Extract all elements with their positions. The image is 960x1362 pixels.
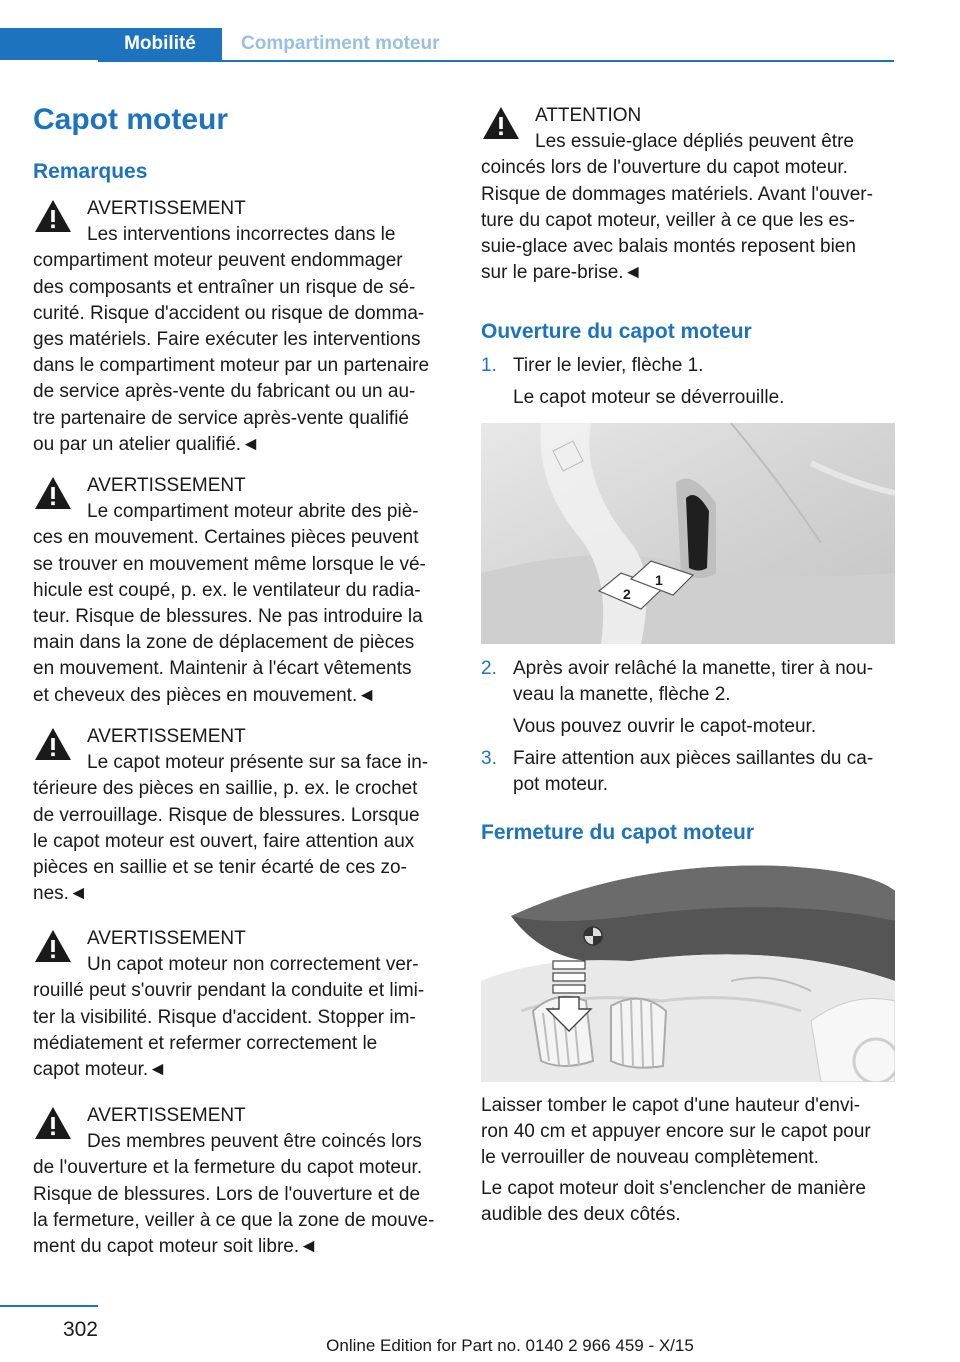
step-text: pot moteur.	[513, 774, 609, 796]
warning-text-line: ou par un atelier qualifié.◄	[33, 433, 260, 455]
warning-text-line: térieure des pièces en saillie, p. ex. le crochet	[33, 778, 418, 800]
step-text: Après avoir relâché la manette, tirer à nou‐	[513, 658, 874, 679]
figure-hood-closing	[481, 861, 895, 1082]
warning-text-line: ment du capot moteur soit libre.◄	[33, 1236, 318, 1258]
warning-text-line: capot moteur.◄	[33, 1059, 167, 1081]
step-result: Le capot moteur se déverrouille.	[513, 387, 785, 409]
warning-icon	[33, 1105, 73, 1141]
attention-text-line: ture du capot moteur, veiller à ce que les es‐	[481, 209, 855, 231]
warning-label: AVERTISSEMENT	[87, 1105, 246, 1126]
header-left-bar	[0, 28, 98, 60]
warning-text-line: teur. Risque de blessures. Ne pas introduire la	[33, 606, 423, 628]
header-tab-mobilite[interactable]: Mobilité	[98, 28, 222, 60]
warning-block-1	[33, 196, 449, 458]
attention-label: ATTENTION	[535, 105, 642, 126]
page-title: Capot moteur	[33, 103, 228, 136]
warning-block-4	[33, 926, 449, 1083]
figure-hood-release-lever	[481, 423, 895, 644]
warning-text-line: main dans la zone de déplacement de pièces	[33, 632, 415, 654]
page-header	[0, 0, 960, 62]
attention-text-line: coincés lors de l'ouverture du capot moteur.	[481, 157, 848, 179]
warning-text-line: des composants et entraîner un risque de sé‐	[33, 276, 416, 298]
warning-text-line: Le compartiment moteur abrite des piè‐	[87, 501, 419, 523]
closing-paragraph-2	[481, 1176, 897, 1228]
header-rule	[98, 60, 894, 62]
step-text: Faire attention aux pièces saillantes du ca‐	[513, 748, 874, 769]
warning-text-line: de l'ouverture et la fermeture du capot moteur.	[33, 1157, 423, 1179]
warning-text-line: en mouvement. Maintenir à l'écart vêtements	[33, 658, 412, 680]
warning-text-line: Risque de blessures. Lors de l'ouverture et de	[33, 1183, 421, 1205]
header-tab-compartiment-moteur[interactable]: Compartiment moteur	[241, 33, 440, 54]
section-title-remarques: Remarques	[33, 160, 148, 183]
step-text: veau la manette, flèche 2.	[513, 684, 731, 706]
warning-text-line: le capot moteur est ouvert, faire attention aux	[33, 830, 415, 852]
warning-text-line: dans le compartiment moteur par un partenaire	[33, 355, 430, 377]
warning-text-line: compartiment moteur peuvent endommager	[33, 250, 403, 272]
warning-label: AVERTISSEMENT	[87, 726, 246, 747]
attention-block	[481, 103, 897, 286]
warning-icon	[33, 475, 73, 511]
paragraph-line: ron 40 cm et appuyer encore sur le capot pour	[481, 1121, 871, 1143]
warning-text-line: nes.◄	[33, 883, 88, 905]
warning-text-line: la fermeture, veiller à ce que la zone de mouve‐	[33, 1209, 435, 1231]
warning-label: AVERTISSEMENT	[87, 475, 246, 496]
warning-text-line: médiatement et refermer correctement le	[33, 1032, 378, 1054]
step-number: 2.	[481, 658, 497, 679]
attention-text-line: suie-glace avec balais montés reposent bien	[481, 236, 856, 258]
warning-text-line: ces en mouvement. Certaines pièces peuvent	[33, 527, 419, 549]
warning-text-line: et cheveux des pièces en mouvement.◄	[33, 684, 377, 706]
warning-text-line: de service après-vente du fabricant ou un au‐	[33, 381, 416, 403]
warning-text-line: curité. Risque d'accident ou risque de domma‐	[33, 302, 425, 324]
closing-paragraph-1	[481, 1093, 897, 1172]
section-title-ouverture: Ouverture du capot moteur	[481, 320, 752, 343]
paragraph-line: le verrouiller de nouveau complètement.	[481, 1147, 819, 1169]
warning-text-line: Des membres peuvent être coincés lors	[87, 1131, 422, 1153]
attention-text-line: Risque de dommages matériels. Avant l'ouver‐	[481, 183, 873, 205]
warning-label: AVERTISSEMENT	[87, 198, 246, 219]
warning-icon	[33, 198, 73, 234]
warning-text-line: ter la visibilité. Risque d'accident. Stopper im‐	[33, 1006, 416, 1028]
step-2	[481, 656, 897, 741]
warning-text-line: Le capot moteur présente sur sa face in‐	[87, 752, 429, 774]
warning-block-2	[33, 473, 449, 709]
attention-text-line: Les essuie-glace dépliés peuvent être	[535, 131, 854, 153]
step-number: 3.	[481, 748, 497, 769]
warning-text-line: Les interventions incorrectes dans le	[87, 224, 396, 246]
page-number-rule	[0, 1305, 98, 1307]
warning-block-5	[33, 1103, 449, 1260]
step-1	[481, 353, 897, 411]
warning-text-line: rouillé peut s'ouvrir pendant la conduite et limi‐	[33, 980, 425, 1002]
warning-text-line: pièces en saillie et se tenir écarté de ces zo‐	[33, 857, 407, 879]
warning-text-line: se trouver en mouvement même lorsque le vé‐	[33, 553, 426, 575]
warning-icon	[481, 105, 521, 141]
step-text: Tirer le levier, flèche 1.	[513, 355, 704, 376]
warning-text-line: hicule est coupé, p. ex. le ventilateur du radia‐	[33, 579, 421, 601]
page-number: 302	[62, 1318, 98, 1341]
paragraph-line: audible des deux côtés.	[481, 1204, 681, 1226]
warning-text-line: tre partenaire de service après-vente qualifié	[33, 407, 409, 429]
step-result: Vous pouvez ouvrir le capot-moteur.	[513, 716, 817, 738]
step-3	[481, 746, 897, 798]
footer-edition-text: Online Edition for Part no. 0140 2 966 459 - X/15	[326, 1336, 694, 1355]
step-number: 1.	[481, 355, 497, 376]
warning-label: AVERTISSEMENT	[87, 928, 246, 949]
paragraph-line: Laisser tomber le capot d'une hauteur d'envi‐	[481, 1095, 861, 1116]
attention-text-line: sur le pare-brise.◄	[481, 262, 643, 284]
warning-icon	[33, 928, 73, 964]
warning-block-3	[33, 724, 449, 907]
warning-text-line: Un capot moteur non correctement ver‐	[87, 954, 419, 976]
figure-arrow-label: 2	[623, 586, 631, 602]
paragraph-line: Le capot moteur doit s'enclencher de manière	[481, 1178, 866, 1199]
figure-arrow-label: 1	[655, 572, 663, 588]
section-title-fermeture: Fermeture du capot moteur	[481, 821, 755, 844]
warning-text-line: de verrouillage. Risque de blessures. Lorsque	[33, 804, 420, 826]
warning-icon	[33, 726, 73, 762]
warning-text-line: ges matériels. Faire exécuter les interventions	[33, 329, 421, 351]
